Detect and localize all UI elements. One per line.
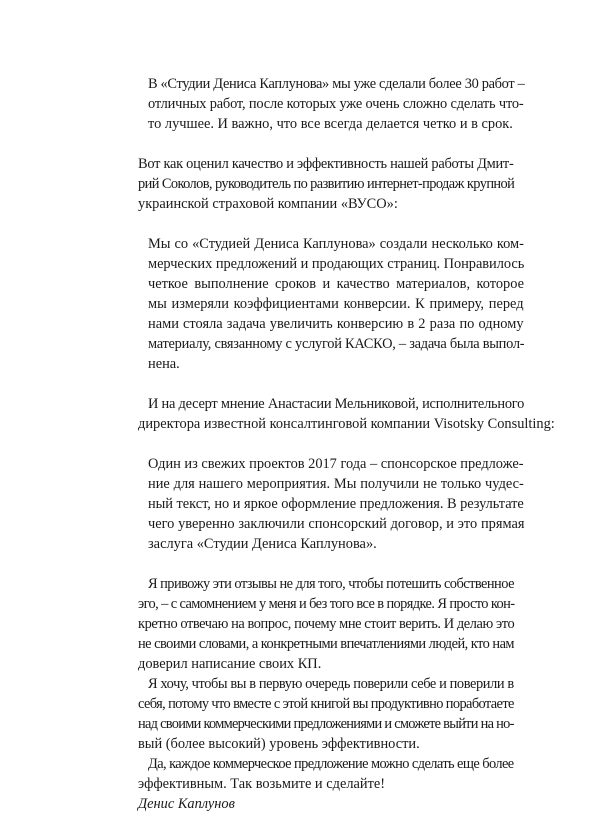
text-line: над своими коммерческими предложениями и сможете выйти на но- [138, 716, 514, 732]
document-body [138, 74, 555, 814]
text-line: чего уверенно заключили спонсорский договор, и это прямая [148, 516, 525, 532]
text-line: мерческих предложений и продающих страниц. Понравилось [148, 256, 525, 272]
text-line: В «Студии Дениса Каплунова» мы уже сделали более 30 работ – [148, 76, 525, 92]
text-line: Вот как оценил качество и эффективность нашей работы Дмит- [138, 156, 514, 172]
text-line: Мы со «Студией Дениса Каплунова» создали несколько ком- [148, 236, 524, 252]
text-line: ный текст, но и яркое оформление предложения. В результате [148, 496, 524, 512]
paragraph-intro [138, 74, 525, 134]
text-line: Я привожу эти отзывы не для того, чтобы потешить собственное [148, 576, 514, 592]
text-line: четкое выполнение сроков и качество материалов, которое [148, 276, 525, 292]
paragraph-author-3 [138, 754, 514, 794]
quote-melnikova [138, 454, 525, 554]
paragraph-sokolov-intro [138, 154, 514, 214]
paragraph-melnikova-intro [138, 394, 555, 434]
signature: Денис Каплунов [138, 796, 235, 812]
text-line: Я хочу, чтобы вы в первую очередь поверили себе и поверили в [148, 676, 514, 692]
text-line: мы измеряли коэффициентами конверсии. К примеру, перед [148, 296, 524, 312]
text-line: кретно отвечаю на вопрос, почему мне стоит верить. И делаю это [138, 616, 515, 632]
text-line: нена. [148, 356, 180, 372]
text-line: эго, – с самомнением у меня и без того все в порядке. Я просто кон- [138, 596, 515, 612]
text-line: отличных работ, после которых уже очень сложно сделать что- [148, 96, 524, 112]
paragraph-author-1 [138, 574, 514, 674]
text-line: заслуга «Студии Дениса Каплунова». [148, 536, 377, 552]
text-line: Один из свежих проектов 2017 года – спонсорское предложе- [148, 456, 524, 472]
text-line: себя, потому что вместе с этой книгой вы продуктивно поработаете [138, 696, 514, 712]
paragraph-author-2 [138, 674, 514, 754]
text-line: И на десерт мнение Анастасии Мельниковой, исполнительного [148, 396, 525, 412]
text-line: нами стояла задача увеличить конверсию в 2 раза по одному [148, 316, 524, 332]
text-line: вый (более высокий) уровень эффективности. [138, 736, 420, 752]
text-line: Да, каждое коммерческое предложение можно сделать еще более [148, 756, 514, 772]
text-line: ние для нашего мероприятия. Мы получили не только чудес- [148, 476, 524, 492]
text-line: эффективным. Так возьмите и сделайте! [138, 776, 386, 792]
text-line: украинской страховой компании «ВУСО»: [138, 196, 398, 212]
text-line: директора известной консалтинговой компании Visotsky Consulting: [138, 416, 555, 432]
quote-sokolov [138, 234, 525, 374]
text-line: то лучшее. И важно, что все всегда делается четко и в срок. [148, 116, 513, 132]
text-line: не своими словами, а конкретными впечатлениями людей, кто нам [138, 636, 515, 652]
text-line: материалу, связанному с услугой КАСКО, – задача была выпол- [148, 336, 525, 352]
text-line: доверил написание своих КП. [138, 656, 322, 672]
text-line: рий Соколов, руководитель по развитию интернет-продаж крупной [138, 176, 515, 192]
